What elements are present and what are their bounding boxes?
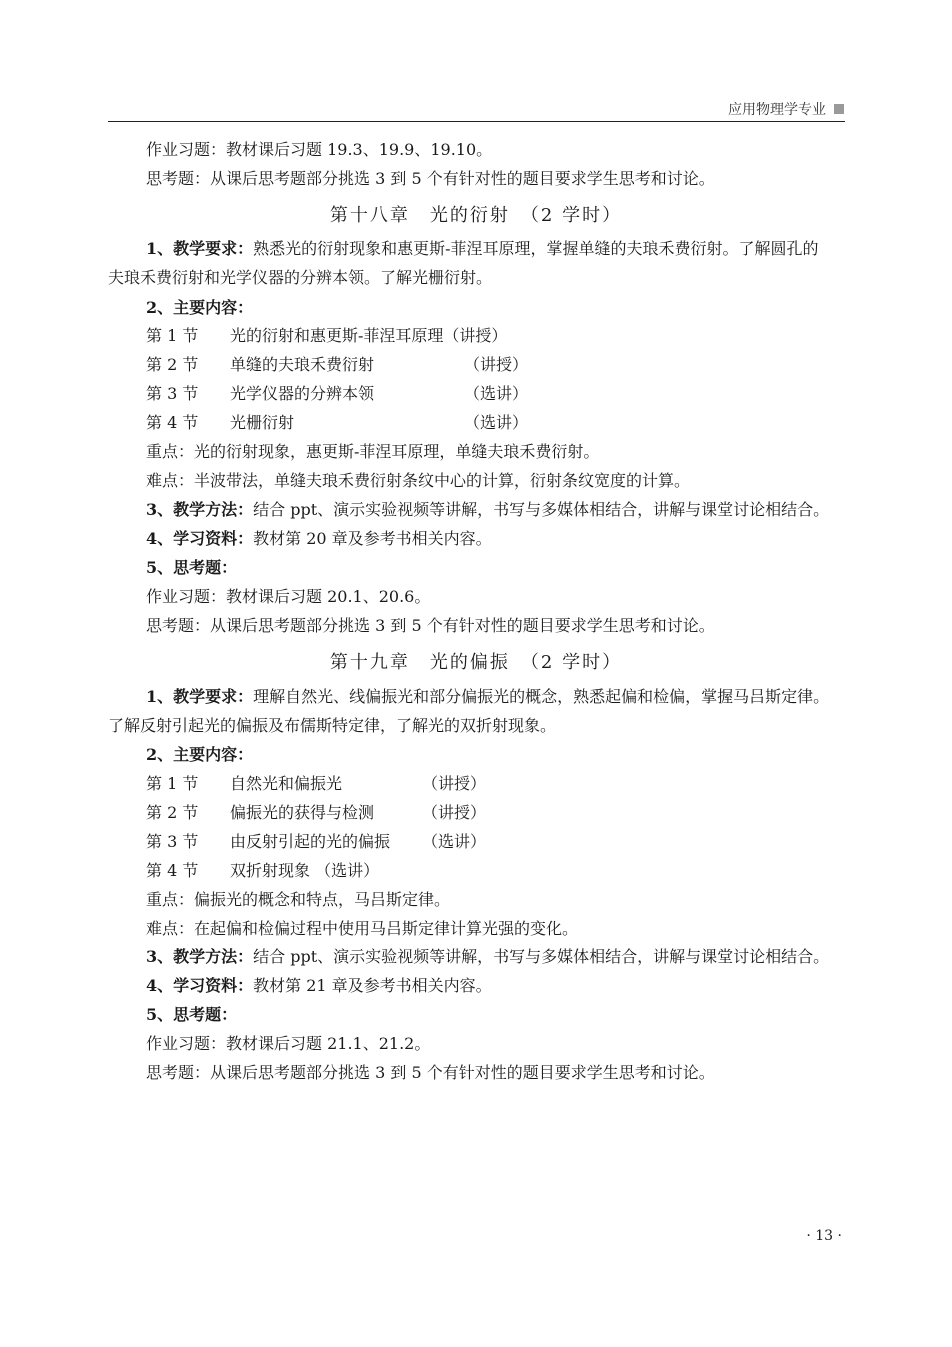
chapter-19-title: 第十九章 光的偏振 （2 学时） (329, 652, 623, 673)
ch18-difficulties: 难点：半波带法，单缝夫琅禾费衍射条纹中心的计算，衍射条纹宽度的计算。 (146, 471, 691, 490)
ch19-requirements (146, 686, 829, 708)
ch18-req-text-2: 夫琅禾费衍射和光学仪器的分辨本领。了解光栅衍射。 (108, 268, 493, 287)
ch18-materials (146, 528, 492, 550)
ch18-method-label: 3、教学方法： (146, 500, 254, 519)
ch19-homework: 作业习题：教材课后习题 21.1、21.2。 (146, 1034, 431, 1053)
section-number: 第 3 节 (146, 384, 199, 403)
section-name: 光学仪器的分辨本领 (230, 384, 375, 403)
ch19-difficulties: 难点：在起偏和检偏过程中使用马吕斯定律计算光强的变化。 (146, 919, 579, 938)
running-header (728, 99, 844, 119)
ch19-section-3 (146, 831, 486, 853)
ch18-thinking: 思考题：从课后思考题部分挑选 3 到 5 个有针对性的题目要求学生思考和讨论。 (146, 616, 715, 635)
ch19-methods (146, 946, 829, 968)
header-text: 应用物理学专业 (728, 102, 826, 118)
ch18-method-text: 结合 ppt、演示实验视频等讲解，书写与多媒体相结合，讲解与课堂讨论相结合。 (253, 500, 830, 519)
section-number: 第 1 节 (146, 326, 199, 345)
section-number: 第 2 节 (146, 355, 199, 374)
ch19-key-points: 重点：偏振光的概念和特点，马吕斯定律。 (146, 890, 451, 909)
header-rule (108, 121, 845, 122)
ch18-requirements (146, 238, 819, 260)
ch19-material-label: 4、学习资料： (146, 976, 254, 995)
page-number: · 13 · (806, 1228, 842, 1244)
section-mode: （选讲） (422, 832, 487, 851)
section-name: 偏振光的获得与检测 (230, 803, 375, 822)
ch18-section-3 (146, 383, 528, 405)
section-number: 第 2 节 (146, 803, 199, 822)
ch19-material-text: 教材第 21 章及参考书相关内容。 (253, 976, 492, 995)
ch19-materials (146, 975, 492, 997)
top-thinking: 思考题：从课后思考题部分挑选 3 到 5 个有针对性的题目要求学生思考和讨论。 (146, 169, 715, 188)
header-square-icon (834, 104, 844, 114)
ch19-section-2 (146, 802, 486, 824)
ch18-content-label: 2、主要内容： (146, 298, 254, 317)
ch19-think-label: 5、思考题： (146, 1005, 238, 1024)
ch18-req-text-1: 熟悉光的衍射现象和惠更斯-菲涅耳原理，掌握单缝的夫琅禾费衍射。了解圆孔的 (253, 239, 819, 258)
section-mode: （选讲） (464, 413, 529, 432)
section-mode: （讲授） (422, 803, 487, 822)
section-name: 自然光和偏振光 (230, 774, 343, 793)
section-number: 第 1 节 (146, 774, 199, 793)
ch18-section-1 (146, 325, 508, 347)
ch19-section-4 (146, 860, 379, 882)
section-name: 光栅衍射 (230, 413, 295, 432)
ch18-key-points: 重点：光的衍射现象，惠更斯-菲涅耳原理，单缝夫琅禾费衍射。 (146, 442, 600, 461)
ch18-section-2 (146, 354, 528, 376)
section-name: 双折射现象 （选讲） (230, 861, 380, 880)
ch18-think-label: 5、思考题： (146, 558, 238, 577)
chapter-18-title: 第十八章 光的衍射 （2 学时） (329, 205, 623, 226)
section-mode: （讲授） (464, 355, 529, 374)
section-name: 光的衍射和惠更斯-菲涅耳原理（讲授） (230, 326, 508, 345)
section-mode: （选讲） (464, 384, 529, 403)
ch19-req-label: 1、教学要求： (146, 687, 254, 706)
ch18-material-label: 4、学习资料： (146, 529, 254, 548)
section-number: 第 4 节 (146, 413, 199, 432)
ch19-method-label: 3、教学方法： (146, 947, 254, 966)
top-homework: 作业习题：教材课后习题 19.3、19.9、19.10。 (146, 140, 493, 159)
ch18-section-4 (146, 412, 528, 434)
ch18-req-label: 1、教学要求： (146, 239, 254, 258)
section-number: 第 4 节 (146, 861, 199, 880)
ch19-method-text: 结合 ppt、演示实验视频等讲解，书写与多媒体相结合，讲解与课堂讨论相结合。 (253, 947, 830, 966)
ch19-thinking: 思考题：从课后思考题部分挑选 3 到 5 个有针对性的题目要求学生思考和讨论。 (146, 1063, 715, 1082)
section-mode: （讲授） (422, 774, 487, 793)
ch19-content-label: 2、主要内容： (146, 745, 254, 764)
ch18-homework: 作业习题：教材课后习题 20.1、20.6。 (146, 587, 431, 606)
section-number: 第 3 节 (146, 832, 199, 851)
ch19-req-text-2: 了解反射引起光的偏振及布儒斯特定律，了解光的双折射现象。 (108, 716, 557, 735)
ch18-material-text: 教材第 20 章及参考书相关内容。 (253, 529, 492, 548)
section-name: 由反射引起的光的偏振 (230, 832, 391, 851)
ch18-methods (146, 499, 829, 521)
ch19-section-1 (146, 773, 486, 795)
ch19-req-text-1: 理解自然光、线偏振光和部分偏振光的概念，熟悉起偏和检偏，掌握马吕斯定律。 (253, 687, 830, 706)
section-name: 单缝的夫琅禾费衍射 (230, 355, 375, 374)
